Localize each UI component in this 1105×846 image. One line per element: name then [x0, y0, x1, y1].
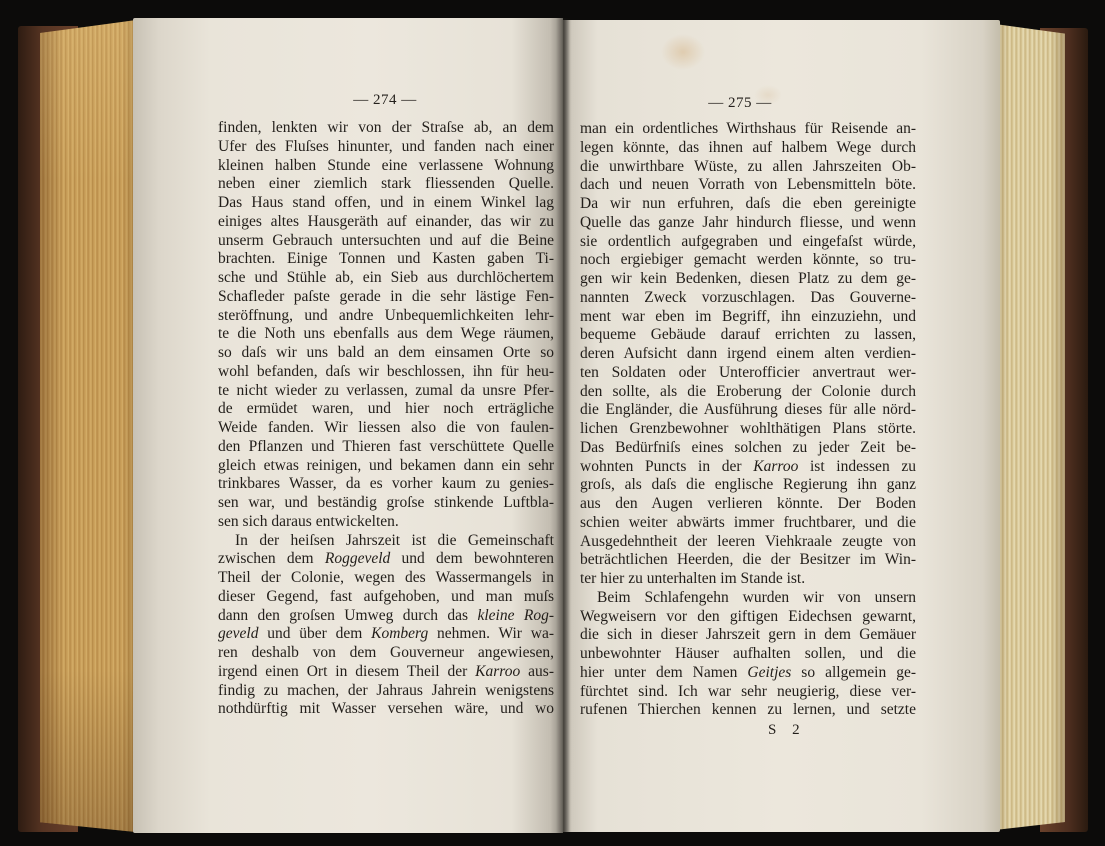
page-edges-left — [40, 20, 136, 832]
text-line: Das Haus stand offen, und in einem Winkel lag — [218, 194, 554, 211]
text-line: wohl befanden, daſs wir beschlossen, ihn für heu- — [218, 362, 554, 380]
text-line: sen sich daraus entwickelten. — [218, 512, 399, 530]
text-line: rufenen Thierchen kennen zu lernen, und setzte — [580, 701, 916, 719]
text-line — [218, 550, 554, 569]
italic-term: Geitjes — [747, 663, 792, 681]
text-segment: dann den groſsen Umweg durch das — [218, 606, 478, 624]
text-segment: wohnten Puncts in der — [580, 457, 754, 475]
text-line: Da wir nun erfuhren, daſs die eben gereinigte — [580, 195, 916, 212]
text-line: Schafleder paſste gerade in die sehr lästige Fen- — [218, 287, 554, 305]
text-segment: und dem bewohnteren — [390, 550, 554, 568]
text-line: unbewohnter Häuser aufhalten sollen, und die — [580, 645, 916, 662]
text-segment: ist indessen zu — [798, 457, 916, 475]
text-line: groſs, als daſs die englische Regierung ihn ganz — [580, 476, 916, 494]
text-line: finden, lenkten wir von der Straſse ab, an dem — [218, 119, 554, 136]
italic-term: Komberg — [371, 625, 429, 643]
text-line: schien weiter abwärts immer fruchtbarer, und die — [580, 513, 916, 531]
text-line: die unwirthbare Wüste, zu allen Jahrszeiten Ob- — [580, 157, 916, 175]
text-line: lichen Grenzbewohner wohlthätigen Plans störte. — [580, 420, 916, 437]
text-line: den Pflanzen und Thieren fast verschüttete Quelle — [218, 437, 554, 455]
text-line: beträchtlichen Heerden, die der Besitzer im Win- — [580, 551, 916, 569]
text-line: Ausgedehntheit der leeren Viehkraale zeugte von — [580, 532, 916, 550]
text-segment: irgend einen Ort in diesem Theil der — [218, 662, 476, 680]
text-line: unserm Gebrauch untersuchten und auf die Beine — [218, 231, 554, 249]
text-line: trinkbares Wasser, da es vorher kaum zu genies- — [218, 475, 554, 493]
right-page — [563, 20, 1000, 832]
text-line: Weide fanden. Wir liessen also die von faulen- — [218, 419, 554, 436]
text-segment: so allgemein ge- — [791, 663, 916, 681]
text-line: deren Aufsicht dann irgend einem alten verdien- — [580, 345, 916, 362]
signature-mark: S 2 — [768, 722, 806, 738]
text-line: legen könnte, das ihnen auf halbem Wege durch — [580, 138, 916, 156]
text-line: die Engländer, die Ausführung dieses für alle nörd- — [580, 401, 916, 419]
text-line — [218, 625, 554, 644]
text-line: dieser Gegend, fast aufgehoben, und man muſs — [218, 587, 554, 605]
text-line: die sich in dieser Jahrszeit gern in dem Gemäuer — [580, 626, 916, 644]
text-line: ment war eben im Begriff, ihn einzuziehn, und — [580, 307, 916, 325]
text-line: gen wir kein Bedenken, diesen Platz zu dem ge- — [580, 270, 916, 287]
text-line: neben einer ziemlich stark fliessenden Quelle. — [218, 175, 554, 193]
text-line: gleich etwas reinigen, und bekamen dann ein sehr — [218, 456, 554, 474]
text-line: kleinen halben Stunde eine verlassene Wohnung — [218, 156, 554, 174]
text-line: dach und neuen Vorrath von Lebensmitteln böte. — [580, 176, 916, 194]
text-segment: und über dem — [258, 625, 372, 643]
text-segment: zwischen dem — [218, 550, 325, 568]
text-line: In der heiſsen Jahrszeit ist die Gemeinschaft — [235, 531, 554, 549]
text-line: so daſs wir uns bald an dem einsamen Orte so — [218, 344, 554, 361]
text-line: findig zu machen, der Jahraus Jahrein wenigstens — [218, 681, 554, 699]
text-line: man ein ordentliches Wirthshaus für Reisende an- — [580, 120, 916, 137]
text-line: sen war, und beständig groſse stinkende Luftbla- — [218, 494, 554, 511]
italic-term: Roggeveld — [324, 550, 391, 568]
text-line — [218, 607, 554, 626]
italic-term: Karroo — [753, 457, 799, 475]
left-page — [133, 18, 563, 833]
text-line: de ermüdet waren, und hier noch erträgliche — [218, 400, 554, 418]
text-segment: aus- — [520, 662, 554, 680]
text-line — [580, 664, 916, 683]
text-line: nothdürftig mit Wasser versehen wäre, und wo — [218, 700, 554, 718]
text-line: einiges altes Hausgeräth auf einander, das wir zu — [218, 212, 554, 230]
text-line: Beim Schlafengehn wurden wir von unsern — [597, 588, 916, 606]
page-number-header: — 274 — — [353, 92, 417, 108]
text-line: te nicht wieder zu verlassen, zumal da unsre Pfer- — [218, 381, 554, 399]
gutter-shadow — [556, 18, 570, 833]
text-line: Das Bedürfniſs eines solchen zu jeder Zeit be- — [580, 438, 916, 456]
text-line: te die Noth uns ebenfalls aus dem Wege räumen, — [218, 325, 554, 343]
text-line: nannten Zweck vorzuschlagen. Das Gouverne- — [580, 288, 916, 306]
text-line: sche und Stühle ab, ein Sieb aus durchlöchertem — [218, 269, 554, 286]
left-page-text — [218, 119, 554, 719]
text-line: fürchtet sind. Ich war sehr neugierig, diese ver- — [580, 682, 916, 700]
text-line — [580, 458, 916, 477]
italic-term: Karroo — [475, 662, 521, 680]
text-line: aus den Augen verlieren könnte. Der Boden — [580, 495, 916, 512]
text-line: sie ordentlich aufgegraben und eingefaſst würde, — [580, 232, 916, 250]
text-line: noch ergiebiger gemacht werden könnte, so tru- — [580, 251, 916, 269]
text-line: Ufer des Fluſses hinunter, und fanden nach einer — [218, 137, 554, 155]
text-line: brachten. Einige Tonnen und Kasten gaben Ti- — [218, 250, 554, 268]
text-line: den sollte, als die Eroberung der Colonie durch — [580, 382, 916, 400]
text-line: Quelle das ganze Jahr hindurch fliesse, und wenn — [580, 213, 916, 231]
text-line: ter hier zu unterhalten im Stande ist. — [580, 570, 806, 587]
right-page-text — [580, 120, 916, 720]
page-edges-right — [995, 24, 1065, 830]
text-line: steröffnung, und andre Unbequemlichkeiten lehr- — [218, 306, 554, 324]
italic-term: kleine Rog- — [477, 606, 554, 624]
text-line: ten Soldaten oder Unterofficier anvertraut wer- — [580, 363, 916, 381]
page-number-header: — 275 — — [708, 95, 772, 111]
text-segment: hier unter dem Namen — [580, 663, 748, 681]
text-line: Theil der Colonie, wegen des Wassermangels in — [218, 569, 554, 586]
text-segment: nehmen. Wir wa- — [428, 625, 554, 643]
text-line — [218, 663, 554, 682]
text-line: Wegweisern vor den giftigen Eidechsen gewarnt, — [580, 607, 916, 625]
text-line: bequeme Gebäude darauf errichten zu lassen, — [580, 326, 916, 344]
text-line: ren deshalb von dem Gouverneur angewiesen, — [218, 644, 554, 661]
italic-term: geveld — [218, 625, 259, 643]
